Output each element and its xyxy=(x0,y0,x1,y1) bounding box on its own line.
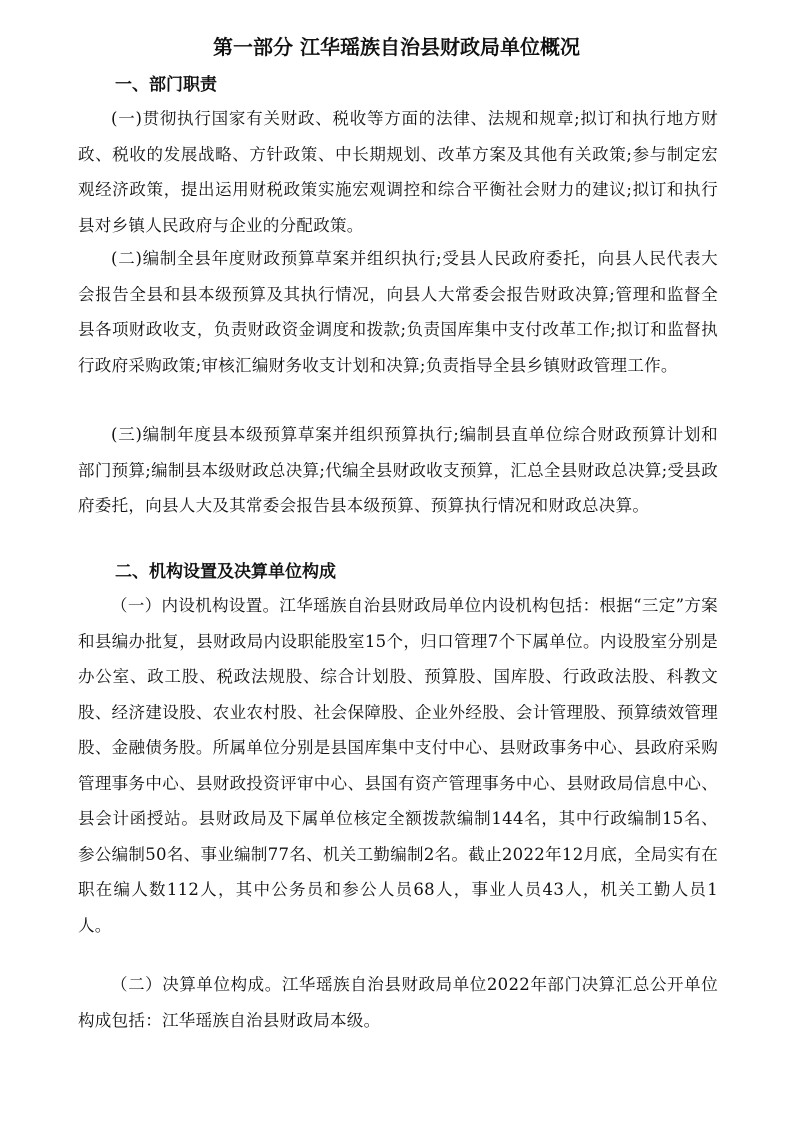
duties-paragraph-3: (三)编制年度县本级预算草案并组织预算执行;编制县直单位综合财政预算计划和部门预算;编制县本级财政总决算;代编全县财政收支预算，汇总全县财政总决算;受县政府委托，向县人大及其常委会报告县本级预算、预算执行情况和财政总决算。 xyxy=(78,425,718,515)
section-heading-duties: 一、部门职责 xyxy=(115,75,217,95)
section-heading-organization: 二、机构设置及决算单位构成 xyxy=(115,562,336,582)
duties-paragraph-1: (一)贯彻执行国家有关财政、税收等方面的法律、法规和规章;拟订和执行地方财政、税收的发展战略、方针政策、中长期规划、改革方案及其他有关政策;参与制定宏观经济政策，提出运用财税政策实施宏观调控和综合平衡社会财力的建议;拟订和执行县对乡镇人民政府与企业的分配政策。 xyxy=(78,109,718,235)
organization-paragraph-2: （二）决算单位构成。江华瑶族自治县财政局单位2022年部门决算汇总公开单位构成包括：江华瑶族自治县财政局本级。 xyxy=(78,975,718,1030)
organization-paragraph-1: （一）内设机构设置。江华瑶族自治县财政局单位内设机构包括：根据“三定”方案和县编办批复，县财政局内设职能股室15个，归口管理7个下属单位。内设股室分别是办公室、政工股、税政法规股、综合计划股、预算股、国库股、行政政法股、科教文股、经济建设股、农业农村股、社会保障股、企业外经股、会计管理股、预算绩效管理股、金融债务股。所属单位分别是县国库集中支付中心、县财政事务中心、县政府采购管理事务中心、县财政投资评审中心、县国有资产管理事务中心、县财政局信息中心、县会计函授站。县财政局及下属单位核定全额拨款编制144名，其中行政编制15名、参公编制50名、事业编制77名、机关工勤编制2名。截止2022年12月底，全局实有在职在编人数112人，其中公务员和参公人员68人，事业人员43人，机关工勤人员1人。 xyxy=(78,596,718,935)
duties-paragraph-2: (二)编制全县年度财政预算草案并组织执行;受县人民政府委托，向县人民代表大会报告全县和县本级预算及其执行情况，向县人大常委会报告财政决算;管理和监督全县各项财政收支，负责财政资金调度和拨款;负责国库集中支付改革工作;拟订和监督执行政府采购政策;审核汇编财务收支计划和决算;负责指导全县乡镇财政管理工作。 xyxy=(78,249,718,375)
document-title: 第一部分 江华瑶族自治县财政局单位概况 xyxy=(213,35,580,59)
